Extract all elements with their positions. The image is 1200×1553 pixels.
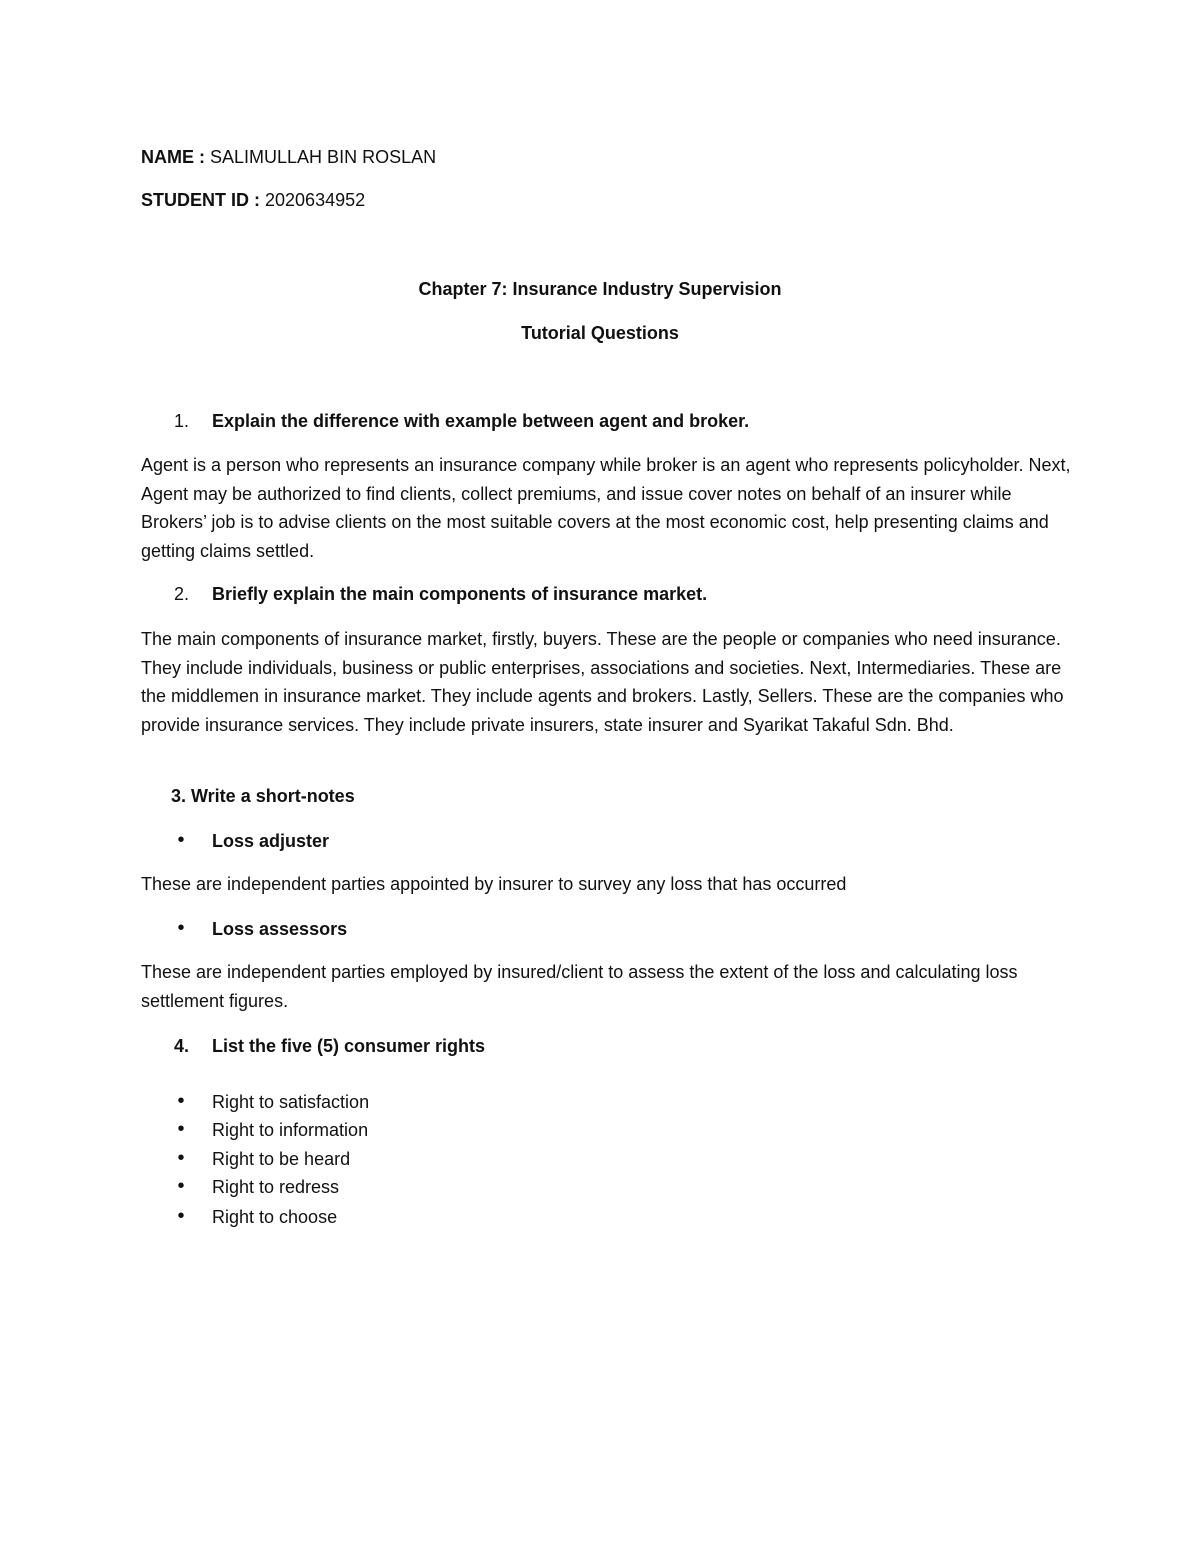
loss-adjuster-title: Loss adjuster — [212, 831, 330, 851]
student-id-value: 2020634952 — [265, 190, 366, 210]
bullet-icon: • — [177, 829, 185, 851]
bullet-icon: • — [177, 1090, 185, 1112]
question-4-number: 4. — [174, 1036, 190, 1056]
consumer-right-item: Right to satisfaction — [212, 1092, 370, 1112]
bullet-icon: • — [177, 1205, 185, 1227]
chapter-title: Chapter 7: Insurance Industry Supervision — [418, 279, 782, 299]
consumer-right-item: Right to choose — [212, 1207, 338, 1227]
question-1-text: Explain the difference with example between agent and broker. — [212, 411, 750, 431]
loss-assessors-title: Loss assessors — [212, 919, 348, 939]
bullet-icon: • — [177, 917, 185, 939]
question-1-number: 1. — [174, 411, 190, 431]
consumer-right-item: Right to redress — [212, 1177, 340, 1197]
question-4-text: List the five (5) consumer rights — [212, 1036, 486, 1056]
name-value: SALIMULLAH BIN ROSLAN — [210, 147, 437, 167]
question-3-heading: 3. Write a short-notes — [171, 786, 355, 806]
bullet-icon: • — [177, 1118, 185, 1140]
bullet-icon: • — [177, 1147, 185, 1169]
student-name-line — [141, 146, 436, 168]
loss-adjuster-text: These are independent parties appointed by insurer to survey any loss that has occurred — [141, 874, 847, 894]
consumer-right-item: Right to information — [212, 1120, 369, 1140]
answer-2: The main components of insurance market, firstly, buyers. These are the people or companies who need insurance. They include individuals, business or public enterprises, associations and societies. Next, Intermediaries. These are the middlemen in insurance market. They include agents and brokers. Lastly, Sellers. These are the companies who provide insurance services. They include private insurers, state insurer and Syarikat Takaful Sdn. Bhd. — [141, 629, 1064, 735]
loss-assessors-text: These are independent parties employed by insured/client to assess the extent of the loss and calculating loss settlement figures. — [141, 962, 1018, 1011]
consumer-right-item: Right to be heard — [212, 1149, 351, 1169]
bullet-icon: • — [177, 1175, 185, 1197]
question-2-text: Briefly explain the main components of insurance market. — [212, 584, 708, 604]
question-2-number: 2. — [174, 584, 190, 604]
name-label: NAME : — [141, 147, 205, 167]
answer-1: Agent is a person who represents an insurance company while broker is an agent who represents policyholder. Next, Agent may be authorized to find clients, collect premiums, and issue cover notes on behalf of an insurer while Brokers’ job is to advise clients on the most suitable covers at the most economic cost, help presenting claims and getting claims settled. — [141, 455, 1071, 561]
student-id-label: STUDENT ID : — [141, 190, 260, 210]
student-id-line — [141, 189, 365, 211]
tutorial-subtitle: Tutorial Questions — [521, 323, 679, 343]
